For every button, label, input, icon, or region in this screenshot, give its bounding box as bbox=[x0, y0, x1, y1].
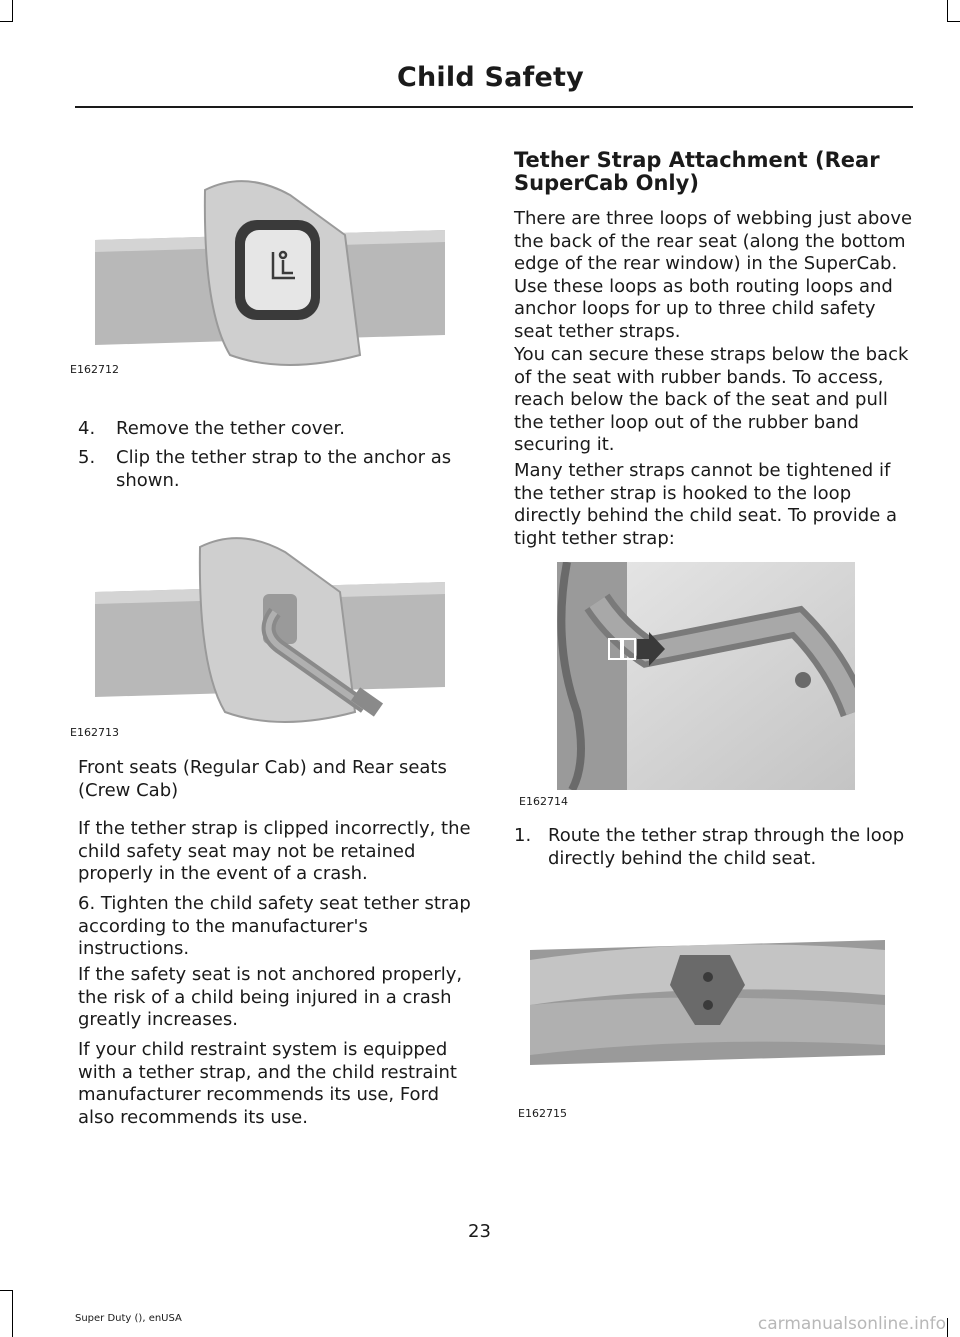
page-title: Child Safety bbox=[397, 62, 584, 93]
crop-mark bbox=[0, 21, 13, 22]
figure-code: E162715 bbox=[518, 1107, 567, 1120]
tether-routing-illustration bbox=[557, 562, 855, 790]
watermark-link[interactable]: carmanualsonline.info bbox=[757, 1314, 946, 1334]
figure-tether-loop bbox=[518, 935, 885, 1120]
paragraph: If your child restraint system is equipped with a tether strap, and the child restraint manufacturer recommends its use, Ford also recommends its use. bbox=[78, 1039, 457, 1128]
tether-clip-illustration bbox=[85, 522, 445, 737]
tether-cover-illustration bbox=[85, 160, 445, 375]
crop-mark bbox=[0, 1290, 13, 1291]
paragraph: If the tether strap is clipped incorrectly, the child safety seat may not be retained properly in the event of a crash. bbox=[78, 818, 471, 884]
header-divider bbox=[75, 106, 913, 108]
crop-mark bbox=[947, 1318, 948, 1337]
figure-tether-clip bbox=[70, 522, 445, 739]
step-number: 4. bbox=[78, 418, 96, 439]
paragraph: Front seats (Regular Cab) and Rear seats (Crew Cab) bbox=[78, 757, 447, 801]
crop-mark bbox=[12, 1290, 13, 1337]
tether-loop-illustration bbox=[530, 935, 885, 1070]
step-text: Remove the tether cover. bbox=[116, 418, 345, 439]
crop-mark bbox=[947, 0, 948, 22]
figure-code: E162712 bbox=[70, 363, 119, 376]
page-number: 23 bbox=[468, 1221, 491, 1242]
figure-tether-cover bbox=[70, 160, 445, 376]
step-text: Route the tether strap through the loop directly behind the child seat. bbox=[548, 825, 905, 869]
crop-mark bbox=[947, 21, 960, 22]
paragraph: 6. Tighten the child safety seat tether strap according to the manufacturer's instructions. bbox=[78, 893, 471, 959]
step-number: 5. bbox=[78, 447, 96, 468]
paragraph: If the safety seat is not anchored properly, the risk of a child being injured in a crash greatly increases. bbox=[78, 964, 463, 1030]
crop-mark bbox=[12, 0, 13, 22]
step-text: Clip the tether strap to the anchor as shown. bbox=[116, 447, 452, 491]
step-5 bbox=[78, 447, 478, 492]
section-heading: Tether Strap Attachment (Rear SuperCab Only) bbox=[514, 148, 880, 195]
paragraph: Many tether straps cannot be tightened if the tether strap is hooked to the loop directly behind the child seat. To provide a tight tether strap: bbox=[514, 460, 898, 549]
step-4 bbox=[78, 418, 478, 441]
figure-code: E162714 bbox=[519, 795, 568, 808]
step-number: 1. bbox=[514, 825, 532, 846]
paragraph: You can secure these straps below the back of the seat with rubber bands. To access, reach below the back of the seat and pull the tether loop out of the rubber band securing it. bbox=[514, 344, 909, 455]
step-1 bbox=[514, 825, 914, 870]
figure-code: E162713 bbox=[70, 726, 119, 739]
figure-tether-routing bbox=[519, 562, 855, 808]
paragraph: There are three loops of webbing just above the back of the rear seat (along the bottom edge of the rear window) in the SuperCab. Use these loops as both routing loops and anchor loops for up to three child safety seat tether straps. bbox=[514, 208, 913, 342]
document-label: Super Duty (), enUSA bbox=[75, 1313, 182, 1324]
